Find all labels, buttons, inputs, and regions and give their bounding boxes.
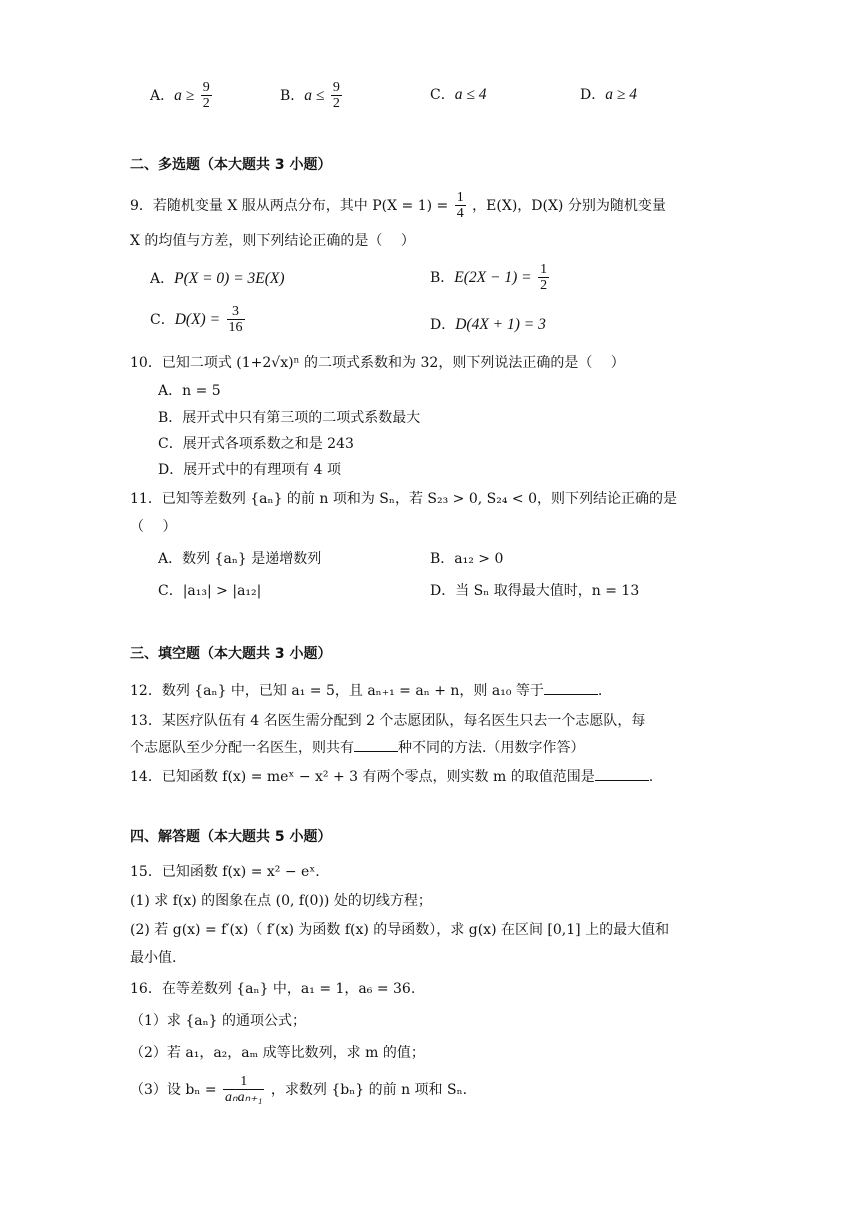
q13-line2: 个志愿队至少分配一名医生，则共有 种不同的方法.（用数字作答） <box>130 740 585 756</box>
fraction: $\frac{1}{2}$ <box>540 262 548 294</box>
q11-option-c: C．|a₁₃| > |a₁₂| <box>158 583 262 599</box>
q11-paren: （ ） <box>130 519 177 535</box>
q13-line1: 13．某医疗队伍有 4 名医生需分配到 2 个志愿团队，每名医生只去一个志愿队，每 <box>130 713 646 729</box>
q11-option-b: B．a₁₂ > 0 <box>430 551 504 567</box>
q9-option-b: B．E(2X − 1) = $\frac{1}{2}$ <box>430 262 548 294</box>
q8-option-a: A．a ≥ $\frac{9}{2}$ <box>150 80 210 112</box>
q15-part2-cont: 最小值. <box>130 950 177 966</box>
q14-stem: 14．已知函数 f(x) = meˣ − x² + 3 有两个零点，则实数 m 的取值范围是 . <box>130 769 654 785</box>
q8-option-c: C．a ≤ 4 <box>430 86 487 103</box>
q12-stem: 12．数列 {aₙ} 中，已知 a₁ = 5，且 aₙ₊₁ = aₙ + n，则 a₁₀ 等于 . <box>130 683 603 699</box>
answer-blank <box>544 682 598 695</box>
section-title-fill-in: 三、填空题（本大题共 3 小题） <box>130 646 332 662</box>
q10-stem: 10．已知二项式 (1+2√x)ⁿ 的二项式系数和为 32，则下列说法正确的是（ ） <box>130 355 625 371</box>
q10-option-b: B．展开式中只有第三项的二项式系数最大 <box>158 410 421 426</box>
q16-part3: （3）设 bₙ = $\frac{1}{\text{aₙaₙ₊₁}}$ ，求数列 {bₙ} 的前 n 项和 Sₙ. <box>130 1074 468 1106</box>
q9-option-c: C．D(X) = $\frac{3}{16}$ <box>150 304 243 336</box>
fraction: $\frac{1}{\text{aₙaₙ₊₁}}$ <box>225 1074 263 1106</box>
q9-stem-line2: X 的均值与方差，则下列结论正确的是（ ） <box>130 233 415 249</box>
q11-stem: 11．已知等差数列 {aₙ} 的前 n 项和为 Sₙ，若 S₂₃ > 0, S₂₄ < 0，则下列结论正确的是 <box>130 491 678 507</box>
q15-part2: (2) 若 g(x) = f′(x)（ f′(x) 为函数 f(x) 的导函数），求 g(x) 在区间 [0,1] 上的最大值和 <box>130 922 670 938</box>
q8-option-b: B．a ≤ $\frac{9}{2}$ <box>280 80 340 112</box>
fraction: $\frac{1}{4}$ <box>456 190 464 222</box>
q11-option-a: A．数列 {aₙ} 是递增数列 <box>158 551 322 567</box>
q16-part2: （2）若 a₁，a₂，aₘ 成等比数列，求 m 的值； <box>130 1045 425 1061</box>
q10-option-c: C．展开式各项系数之和是 243 <box>158 436 354 452</box>
q15-part1: (1) 求 f(x) 的图象在点 (0, f(0)) 处的切线方程； <box>130 893 432 909</box>
q10-option-d: D．展开式中的有理项有 4 项 <box>158 462 342 478</box>
q15-stem: 15．已知函数 f(x) = x² − eˣ. <box>130 864 320 880</box>
fraction: $\frac{3}{16}$ <box>228 304 243 336</box>
answer-blank <box>595 768 649 781</box>
q16-part1: （1）求 {aₙ} 的通项公式； <box>130 1013 307 1029</box>
q9-option-d: D．D(4X + 1) = 3 <box>430 316 546 333</box>
q11-option-d: D．当 Sₙ 取得最大值时，n = 13 <box>430 583 640 599</box>
q10-option-a: A．n = 5 <box>158 383 221 399</box>
q9-stem-line1: 9．若随机变量 X 服从两点分布，其中 P(X = 1) = $\frac{1}{4}$ ，E(X)，D(X) 分别为随机变量 <box>130 190 666 222</box>
q16-stem: 16．在等差数列 {aₙ} 中，a₁ = 1，a₆ = 36. <box>130 981 416 997</box>
q8-option-d: D．a ≥ 4 <box>580 86 637 103</box>
section-title-multiple-choice: 二、多选题（本大题共 3 小题） <box>130 157 332 173</box>
section-title-solutions: 四、解答题（本大题共 5 小题） <box>130 829 332 845</box>
fraction: $\frac{9}{2}$ <box>202 80 210 112</box>
fraction: $\frac{9}{2}$ <box>332 80 340 112</box>
q9-option-a: A．P(X = 0) = 3E(X) <box>150 270 285 287</box>
answer-blank <box>354 739 398 752</box>
